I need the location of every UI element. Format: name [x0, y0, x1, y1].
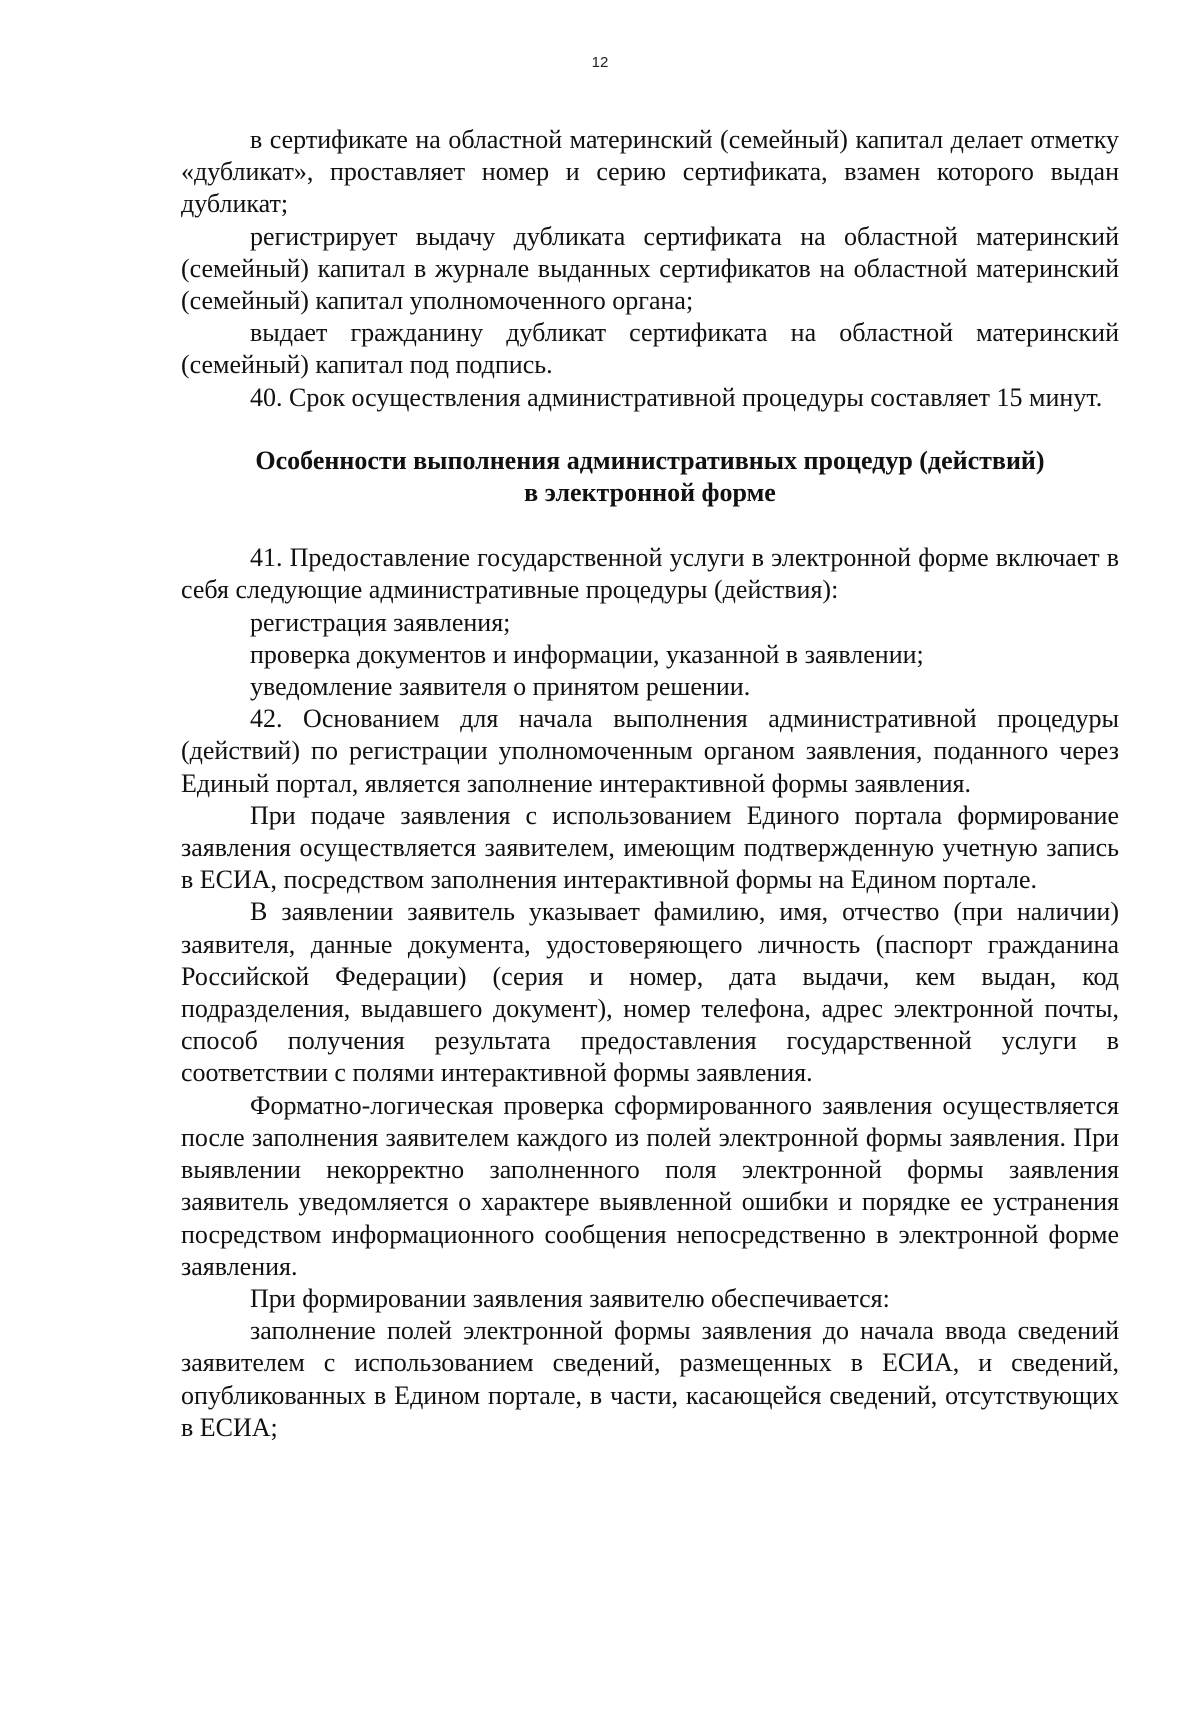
paragraph: 42. Основанием для начала выполнения административной процедуры (действий) по регистрации уполномоченным органом заявления, поданного через Единый портал, является заполнение интерактивной формы заявления.: [181, 704, 1119, 798]
document-body: [181, 124, 1119, 1444]
paragraph: При формировании заявления заявителю обеспечивается:: [250, 1283, 890, 1313]
page-number: 12: [591, 54, 609, 71]
paragraph: 40. Срок осуществления административной процедуры составляет 15 минут.: [250, 382, 1103, 412]
paragraph: регистрирует выдачу дубликата сертификата на областной материнский (семейный) капитал в журнале выданных сертификатов на областной материнский (семейный) капитал уполномоченного органа;: [181, 221, 1119, 316]
paragraph: Форматно-логическая проверка сформированного заявления осуществляется после заполнения заявителем каждого из полей электронной формы заявления. При выявлении некорректно заполненного поля электронной формы заявления заявитель уведомляется о характере выявленной ошибки и порядке ее устранения посредством информационного сообщения непосредственно в электронной форме заявления.: [181, 1090, 1119, 1281]
paragraph: регистрация заявления;: [250, 607, 511, 637]
paragraph: уведомление заявителя о принятом решении.: [250, 672, 751, 702]
paragraph: проверка документов и информации, указанной в заявлении;: [250, 639, 924, 669]
paragraph: выдает гражданину дубликат сертификата на областной материнский (семейный) капитал под подпись.: [181, 318, 1119, 380]
paragraph: 41. Предоставление государственной услуги в электронной форме включает в себя следующие административные процедуры (действия):: [181, 543, 1119, 605]
section-heading-line-2: в электронной форме: [524, 478, 776, 508]
paragraph: При подаче заявления с использованием Единого портала формирование заявления осуществляется заявителем, имеющим подтвержденную учетную запись в ЕСИА, посредством заполнения интерактивной формы на Едином портале.: [181, 800, 1119, 895]
paragraph: В заявлении заявитель указывает фамилию, имя, отчество (при наличии) заявителя, данные документа, удостоверяющего личность (паспорт гражданина Российской Федерации) (серия и номер, дата выдачи, кем выдан, код подразделения, выдавшего документ), номер телефона, адрес электронной почты, способ получения результата предоставления государственной услуги в соответствии с полями интерактивной формы заявления.: [181, 897, 1119, 1088]
paragraph: заполнение полей электронной формы заявления до начала ввода сведений заявителем с использованием сведений, размещенных в ЕСИА, и сведений, опубликованных в Едином портале, в части, касающейся сведений, отсутствующих в ЕСИА;: [181, 1316, 1119, 1442]
section-heading-line-1: Особенности выполнения административных процедур (действий): [255, 445, 1045, 475]
section-heading: [181, 445, 1119, 509]
paragraph: в сертификате на областной материнский (семейный) капитал делает отметку «дубликат», проставляет номер и серию сертификата, взамен которого выдан дубликат;: [181, 125, 1119, 219]
